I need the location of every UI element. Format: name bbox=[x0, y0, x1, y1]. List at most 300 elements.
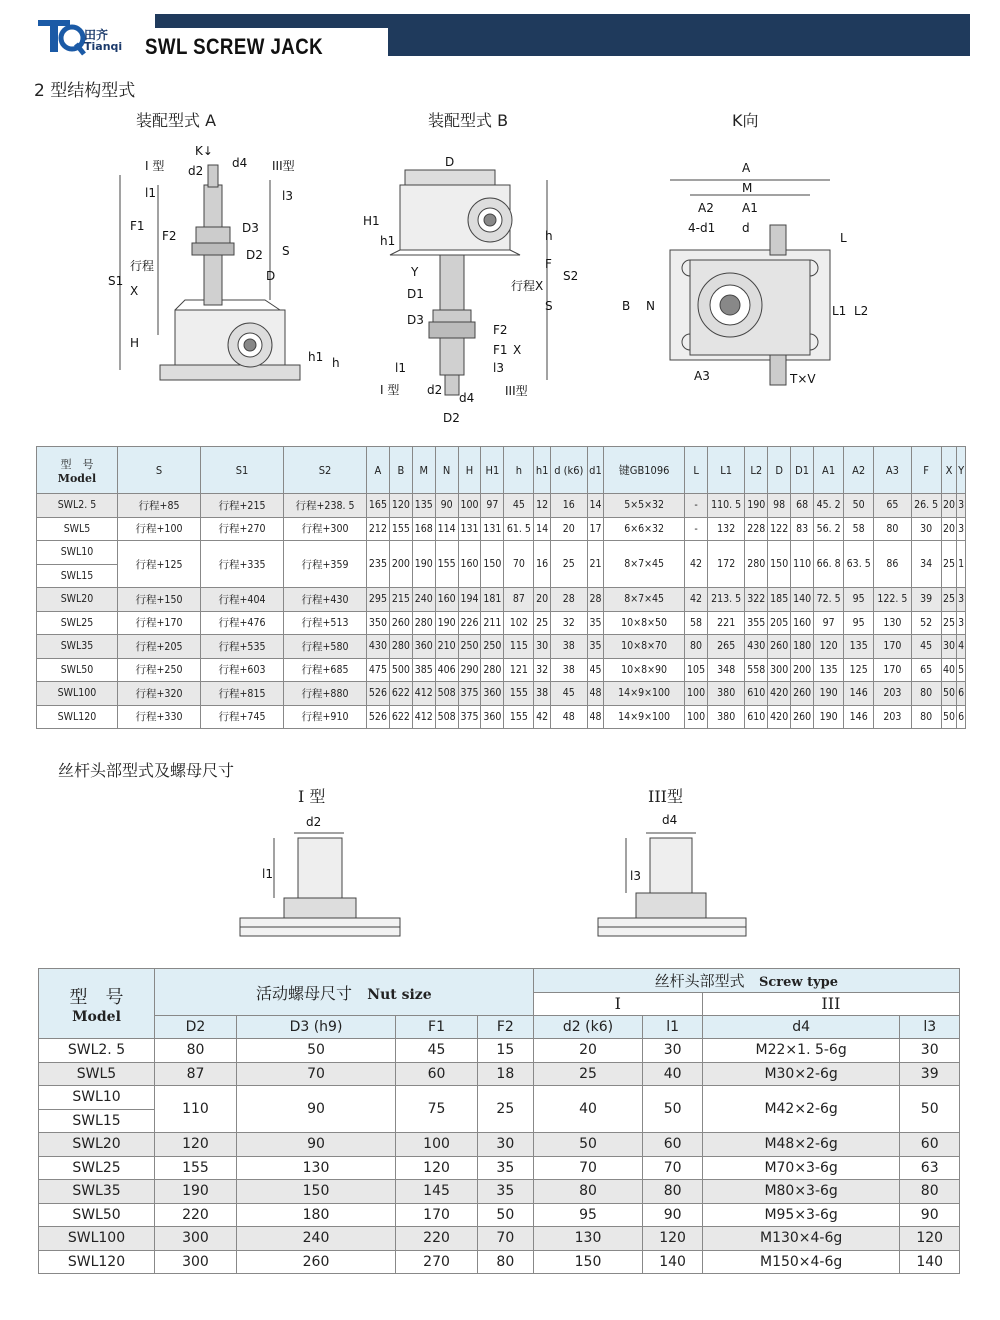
model-cell: SWL20 bbox=[39, 1133, 155, 1157]
table-cell: 235 bbox=[367, 541, 390, 588]
table-cell: 355 bbox=[745, 611, 768, 635]
model-cell: SWL5 bbox=[39, 1062, 155, 1086]
table-cell: 18 bbox=[478, 1062, 534, 1086]
table-cell: 行程+359 bbox=[284, 541, 367, 588]
table-cell: 172 bbox=[708, 541, 745, 588]
table-cell: 412 bbox=[412, 682, 435, 706]
table-cell: 295 bbox=[367, 588, 390, 612]
table-cell: 83 bbox=[791, 517, 814, 541]
table-cell: 150 bbox=[768, 541, 791, 588]
table-cell: 300 bbox=[155, 1250, 237, 1274]
model-cell: SWL50 bbox=[37, 658, 118, 682]
table-cell: 行程+125 bbox=[118, 541, 201, 588]
header-screw-type-en: Screw type bbox=[758, 974, 839, 990]
table-cell: 265 bbox=[708, 635, 745, 659]
table-cell: 155 bbox=[504, 705, 534, 729]
table-cell: 6×6×32 bbox=[604, 517, 685, 541]
table-cell: 240 bbox=[236, 1227, 395, 1251]
table-cell: M30×2-6g bbox=[702, 1062, 900, 1086]
header-type1: I bbox=[533, 992, 702, 1016]
table-cell: 348 bbox=[708, 658, 745, 682]
header-cell: S bbox=[118, 447, 201, 494]
table-cell: 221 bbox=[708, 611, 745, 635]
dim-d-label: d bbox=[742, 221, 750, 235]
table-cell: 610 bbox=[745, 705, 768, 729]
table-cell: 90 bbox=[643, 1203, 702, 1227]
table-cell: 25 bbox=[941, 541, 957, 588]
table-cell: 30 bbox=[478, 1133, 534, 1157]
header-cell: h1 bbox=[534, 447, 550, 494]
table-cell: 260 bbox=[768, 635, 791, 659]
table-cell: 90 bbox=[435, 494, 458, 518]
table-cell: 75 bbox=[396, 1086, 478, 1133]
table-cell: M70×3-6g bbox=[702, 1156, 900, 1180]
header-cell: A bbox=[367, 447, 390, 494]
table-cell: 3 bbox=[957, 588, 966, 612]
table-cell: 205 bbox=[768, 611, 791, 635]
table-cell: 155 bbox=[389, 517, 412, 541]
table-cell: 420 bbox=[768, 682, 791, 706]
model-cell: SWL35 bbox=[39, 1180, 155, 1204]
table-cell: M22×1. 5-6g bbox=[702, 1039, 900, 1063]
type3-label: III型 bbox=[505, 384, 528, 398]
table-cell: 375 bbox=[458, 705, 481, 729]
table-cell: 26. 5 bbox=[911, 494, 941, 518]
table-cell: 35 bbox=[587, 635, 603, 659]
table-cell: 34 bbox=[911, 541, 941, 588]
model-cell: SWL120 bbox=[39, 1250, 155, 1274]
table-cell: 行程+430 bbox=[284, 588, 367, 612]
header-cell: A1 bbox=[814, 447, 844, 494]
dim-l1-label: l1 bbox=[145, 186, 156, 200]
table-cell: 406 bbox=[435, 658, 458, 682]
table-cell: 40 bbox=[643, 1062, 702, 1086]
table-cell: 155 bbox=[504, 682, 534, 706]
table-header-row bbox=[37, 447, 966, 494]
view-a-title: 装配型式 A bbox=[136, 111, 217, 130]
table-cell: 140 bbox=[643, 1250, 702, 1274]
view-k-title: K向 bbox=[732, 111, 759, 130]
table-cell: 420 bbox=[768, 705, 791, 729]
table-cell: 30 bbox=[941, 635, 957, 659]
dim-d2-lower-label: D2 bbox=[443, 411, 460, 425]
table-cell: 80 bbox=[533, 1180, 643, 1204]
table-cell: 5 bbox=[957, 658, 966, 682]
table-cell: 行程+150 bbox=[118, 588, 201, 612]
table-cell: 65 bbox=[874, 494, 911, 518]
table-cell: 行程+238. 5 bbox=[284, 494, 367, 518]
table-row bbox=[37, 658, 966, 682]
header-cell: N bbox=[435, 447, 458, 494]
table-cell: 200 bbox=[389, 541, 412, 588]
table-cell: 行程+580 bbox=[284, 635, 367, 659]
dim-f2-label: F2 bbox=[493, 323, 508, 337]
header-cell: M bbox=[412, 447, 435, 494]
table-cell: 20 bbox=[550, 517, 587, 541]
table-cell: 140 bbox=[791, 588, 814, 612]
table-cell: 102 bbox=[504, 611, 534, 635]
table-cell: 52 bbox=[911, 611, 941, 635]
dim-d2-label: d2 bbox=[188, 164, 204, 178]
table-cell: 70 bbox=[643, 1156, 702, 1180]
header-cell: X bbox=[941, 447, 957, 494]
table-cell: 14 bbox=[587, 494, 603, 518]
table-cell: 25 bbox=[478, 1086, 534, 1133]
table-cell: 360 bbox=[481, 682, 504, 706]
header-cell: L bbox=[685, 447, 708, 494]
dim-stroke-x-label: 行程X bbox=[511, 279, 544, 293]
table-cell: 16 bbox=[550, 494, 587, 518]
table-cell: 行程+910 bbox=[284, 705, 367, 729]
table-cell: 63 bbox=[900, 1156, 960, 1180]
table-cell: 28 bbox=[587, 588, 603, 612]
table-cell: 63. 5 bbox=[844, 541, 874, 588]
dim-b-label: B bbox=[622, 299, 631, 313]
dim-h-label: H bbox=[130, 336, 140, 350]
header-cell: 键GB1096 bbox=[604, 447, 685, 494]
model-cell: SWL15 bbox=[37, 564, 118, 588]
table-cell: 500 bbox=[389, 658, 412, 682]
table-cell: 32 bbox=[534, 658, 550, 682]
table-cell: 122. 5 bbox=[874, 588, 911, 612]
dim-l2-label: L2 bbox=[854, 304, 869, 318]
table-cell: - bbox=[685, 494, 708, 518]
table-cell: 50 bbox=[941, 705, 957, 729]
header-cell: D bbox=[768, 447, 791, 494]
table-cell: 60 bbox=[900, 1133, 960, 1157]
header-cell: L1 bbox=[708, 447, 745, 494]
dim-x-label: X bbox=[130, 284, 139, 298]
header-cell: S1 bbox=[201, 447, 284, 494]
table-cell: 150 bbox=[236, 1180, 395, 1204]
table-cell: 87 bbox=[155, 1062, 237, 1086]
table-cell: 30 bbox=[534, 635, 550, 659]
table-cell: 115 bbox=[504, 635, 534, 659]
table-cell: 66. 8 bbox=[814, 541, 844, 588]
table-cell: 100 bbox=[685, 705, 708, 729]
table-cell: 412 bbox=[412, 705, 435, 729]
table-cell: 25 bbox=[941, 611, 957, 635]
header-type3: III bbox=[702, 992, 959, 1016]
model-cell: SWL35 bbox=[37, 635, 118, 659]
table-cell: 558 bbox=[745, 658, 768, 682]
dim-m-label: M bbox=[742, 181, 753, 195]
table-cell: 95 bbox=[844, 611, 874, 635]
table-cell: 40 bbox=[533, 1086, 643, 1133]
table-cell: 526 bbox=[367, 682, 390, 706]
table-cell: 70 bbox=[504, 541, 534, 588]
table-cell: 60 bbox=[643, 1133, 702, 1157]
table-cell: 14×9×100 bbox=[604, 682, 685, 706]
header-cell: A2 bbox=[844, 447, 874, 494]
table-cell: 50 bbox=[533, 1133, 643, 1157]
table-cell: 110. 5 bbox=[708, 494, 745, 518]
model-cell: SWL25 bbox=[37, 611, 118, 635]
table-cell: 385 bbox=[412, 658, 435, 682]
table-cell: 240 bbox=[412, 588, 435, 612]
table-cell: 300 bbox=[155, 1227, 237, 1251]
table-cell: 行程+270 bbox=[201, 517, 284, 541]
table-cell: 203 bbox=[874, 705, 911, 729]
table-cell: 122 bbox=[768, 517, 791, 541]
view-b-title: 装配型式 B bbox=[428, 111, 509, 130]
page-title: SWL SCREW JACK bbox=[145, 34, 324, 59]
header-bar-block bbox=[388, 14, 970, 56]
header-cell: Y bbox=[957, 447, 966, 494]
table-cell: 10×8×70 bbox=[604, 635, 685, 659]
table-cell: 42 bbox=[685, 588, 708, 612]
table-cell: 35 bbox=[478, 1156, 534, 1180]
table-cell: 行程+300 bbox=[284, 517, 367, 541]
table-row bbox=[39, 1062, 960, 1086]
assembly-a-drawing bbox=[100, 135, 360, 435]
table-cell: 270 bbox=[396, 1250, 478, 1274]
table-cell: 行程+170 bbox=[118, 611, 201, 635]
table-row bbox=[37, 588, 966, 612]
table-cell: M130×4-6g bbox=[702, 1227, 900, 1251]
table-cell: 120 bbox=[643, 1227, 702, 1251]
table-cell: 260 bbox=[791, 705, 814, 729]
table-cell: 190 bbox=[814, 705, 844, 729]
table-cell: - bbox=[685, 517, 708, 541]
table-cell: 110 bbox=[791, 541, 814, 588]
table-cell: 38 bbox=[534, 682, 550, 706]
table-cell: 250 bbox=[481, 635, 504, 659]
header-cell: D2 bbox=[155, 1016, 237, 1039]
dim-l3-label: l3 bbox=[493, 361, 504, 375]
table-row bbox=[39, 1227, 960, 1251]
table-cell: 181 bbox=[481, 588, 504, 612]
table-cell: 87 bbox=[504, 588, 534, 612]
table-cell: 行程+603 bbox=[201, 658, 284, 682]
header-model-cn: 型 号 bbox=[60, 457, 94, 471]
model-cell: SWL120 bbox=[37, 705, 118, 729]
table-cell: 68 bbox=[791, 494, 814, 518]
type1-label: I 型 bbox=[145, 159, 165, 173]
table-cell: 12 bbox=[534, 494, 550, 518]
table-cell: 97 bbox=[814, 611, 844, 635]
table-cell: 220 bbox=[155, 1203, 237, 1227]
table-row bbox=[39, 1039, 960, 1063]
table-cell: 280 bbox=[745, 541, 768, 588]
table-cell: 80 bbox=[911, 705, 941, 729]
table-cell: 190 bbox=[412, 541, 435, 588]
table-cell: 120 bbox=[396, 1156, 478, 1180]
table-cell: 行程+476 bbox=[201, 611, 284, 635]
dim-l1-label: l1 bbox=[395, 361, 406, 375]
dim-s1-label: S1 bbox=[108, 274, 124, 288]
dim-f2-label: F2 bbox=[162, 229, 177, 243]
table-cell: M42×2-6g bbox=[702, 1086, 900, 1133]
dim-f1-label: F1 bbox=[130, 219, 145, 233]
screw-type3-title: III型 bbox=[648, 787, 683, 806]
table-cell: 56. 2 bbox=[814, 517, 844, 541]
table-cell: 17 bbox=[587, 517, 603, 541]
dimensions-table-body bbox=[37, 494, 966, 729]
header-cell: d2 (k6) bbox=[533, 1016, 643, 1039]
table-header-row bbox=[39, 969, 960, 993]
header-model bbox=[39, 969, 155, 1039]
table-cell: 260 bbox=[791, 682, 814, 706]
table-row bbox=[37, 705, 966, 729]
dim-h1-label: h1 bbox=[380, 234, 396, 248]
table-cell: 行程+205 bbox=[118, 635, 201, 659]
dim-n-label: N bbox=[646, 299, 655, 313]
table-cell: 95 bbox=[533, 1203, 643, 1227]
table-row bbox=[37, 517, 966, 541]
table-cell: 80 bbox=[643, 1180, 702, 1204]
header-cell: F bbox=[911, 447, 941, 494]
table-cell: 行程+215 bbox=[201, 494, 284, 518]
table-cell: 38 bbox=[550, 635, 587, 659]
table-cell: 622 bbox=[389, 705, 412, 729]
table-row bbox=[39, 1250, 960, 1274]
table-cell: 203 bbox=[874, 682, 911, 706]
table-cell: 80 bbox=[155, 1039, 237, 1063]
table-cell: 8×7×45 bbox=[604, 588, 685, 612]
header-cell: D1 bbox=[791, 447, 814, 494]
dim-d3-label: D3 bbox=[242, 221, 259, 235]
dim-f1-label: F1 bbox=[493, 343, 508, 357]
table-row bbox=[39, 1180, 960, 1204]
table-cell: 86 bbox=[874, 541, 911, 588]
table-cell: 475 bbox=[367, 658, 390, 682]
table-cell: 194 bbox=[458, 588, 481, 612]
table-cell: 行程+320 bbox=[118, 682, 201, 706]
table-cell: 50 bbox=[844, 494, 874, 518]
header-cell: S2 bbox=[284, 447, 367, 494]
table-cell: 50 bbox=[643, 1086, 702, 1133]
table-cell: 260 bbox=[389, 611, 412, 635]
table-cell: 120 bbox=[900, 1227, 960, 1251]
table-cell: 140 bbox=[900, 1250, 960, 1274]
table-cell: 6 bbox=[957, 682, 966, 706]
table-cell: 39 bbox=[900, 1062, 960, 1086]
table-cell: 20 bbox=[941, 494, 957, 518]
header-nut-size-cn: 活动螺母尺寸 bbox=[256, 983, 353, 1003]
header-cell: L2 bbox=[745, 447, 768, 494]
table-cell: 160 bbox=[435, 588, 458, 612]
table-cell: 430 bbox=[745, 635, 768, 659]
dim-s-label: S bbox=[282, 244, 290, 258]
table-row bbox=[37, 611, 966, 635]
table-cell: 120 bbox=[155, 1133, 237, 1157]
table-cell: 180 bbox=[791, 635, 814, 659]
table-cell: 280 bbox=[389, 635, 412, 659]
table-cell: 38 bbox=[550, 658, 587, 682]
table-cell: 3 bbox=[957, 611, 966, 635]
header-model-cn: 型 号 bbox=[69, 986, 124, 1008]
table-cell: 508 bbox=[435, 682, 458, 706]
dim-d2-upper-label: D2 bbox=[246, 248, 263, 262]
dim-x-label: X bbox=[513, 343, 522, 357]
table-cell: 30 bbox=[643, 1039, 702, 1063]
table-cell: 48 bbox=[550, 705, 587, 729]
header-screw-type bbox=[533, 969, 959, 993]
table-cell: 30 bbox=[900, 1039, 960, 1063]
table-cell: 4 bbox=[957, 635, 966, 659]
header-nut-size bbox=[155, 969, 534, 1016]
table-cell: 25 bbox=[550, 541, 587, 588]
table-cell: 622 bbox=[389, 682, 412, 706]
model-cell: SWL2. 5 bbox=[39, 1039, 155, 1063]
table-cell: 70 bbox=[236, 1062, 395, 1086]
table-cell: 280 bbox=[481, 658, 504, 682]
table-cell: 50 bbox=[900, 1086, 960, 1133]
table-cell: 行程+404 bbox=[201, 588, 284, 612]
table-cell: 300 bbox=[768, 658, 791, 682]
table-cell: 行程+745 bbox=[201, 705, 284, 729]
table-cell: 110 bbox=[155, 1086, 237, 1133]
logo-chinese-text: 田齐 bbox=[84, 28, 109, 42]
model-cell: SWL10 bbox=[39, 1086, 155, 1110]
dim-y-label: Y bbox=[411, 265, 419, 279]
table-cell: 45. 2 bbox=[814, 494, 844, 518]
table-cell: 150 bbox=[481, 541, 504, 588]
table-cell: 98 bbox=[768, 494, 791, 518]
table-cell: 146 bbox=[844, 682, 874, 706]
model-cell: SWL50 bbox=[39, 1203, 155, 1227]
section-title-screw-head: 丝杆头部型式及螺母尺寸 bbox=[58, 761, 235, 780]
table-cell: 190 bbox=[435, 611, 458, 635]
table-cell: 100 bbox=[458, 494, 481, 518]
table-cell: 125 bbox=[844, 658, 874, 682]
header-model bbox=[37, 447, 118, 494]
table-row bbox=[37, 541, 966, 565]
table-row bbox=[37, 635, 966, 659]
table-cell: 40 bbox=[941, 658, 957, 682]
table-cell: 90 bbox=[236, 1133, 395, 1157]
table-cell: 行程+335 bbox=[201, 541, 284, 588]
header-cell: F2 bbox=[478, 1016, 534, 1039]
table-cell: M150×4-6g bbox=[702, 1250, 900, 1274]
table-cell: 20 bbox=[941, 517, 957, 541]
dim-l1-label: L1 bbox=[832, 304, 847, 318]
table-cell: 21 bbox=[587, 541, 603, 588]
dim-s-label: S bbox=[545, 299, 553, 313]
table-cell: 48 bbox=[587, 705, 603, 729]
dim-d4-label: d4 bbox=[232, 156, 248, 170]
table-cell: 360 bbox=[481, 705, 504, 729]
table-cell: 190 bbox=[745, 494, 768, 518]
table-cell: 200 bbox=[791, 658, 814, 682]
header-cell: d4 bbox=[702, 1016, 900, 1039]
table-cell: 20 bbox=[533, 1039, 643, 1063]
assembly-b-drawing bbox=[355, 150, 595, 430]
table-cell: 25 bbox=[534, 611, 550, 635]
table-cell: 80 bbox=[478, 1250, 534, 1274]
table-cell: 322 bbox=[745, 588, 768, 612]
dim-h1-upper-label: H1 bbox=[363, 214, 380, 228]
table-cell: 15 bbox=[478, 1039, 534, 1063]
table-cell: 3 bbox=[957, 517, 966, 541]
table-cell: 行程+685 bbox=[284, 658, 367, 682]
header-cell: D3 (h9) bbox=[236, 1016, 395, 1039]
dim-a3-label: A3 bbox=[694, 369, 710, 383]
dim-d2-label: d2 bbox=[427, 383, 443, 397]
dim-stroke-label: 行程 bbox=[130, 259, 155, 273]
screw-type1-drawing bbox=[238, 808, 408, 953]
table-cell: 35 bbox=[478, 1180, 534, 1204]
dim-d4-label: d4 bbox=[662, 813, 678, 827]
table-cell: 120 bbox=[814, 635, 844, 659]
table-cell: 行程+513 bbox=[284, 611, 367, 635]
header-cell: H1 bbox=[481, 447, 504, 494]
table-cell: 48 bbox=[587, 682, 603, 706]
table-cell: 280 bbox=[412, 611, 435, 635]
dim-d2-label: d2 bbox=[306, 815, 322, 829]
table-cell: 135 bbox=[814, 658, 844, 682]
